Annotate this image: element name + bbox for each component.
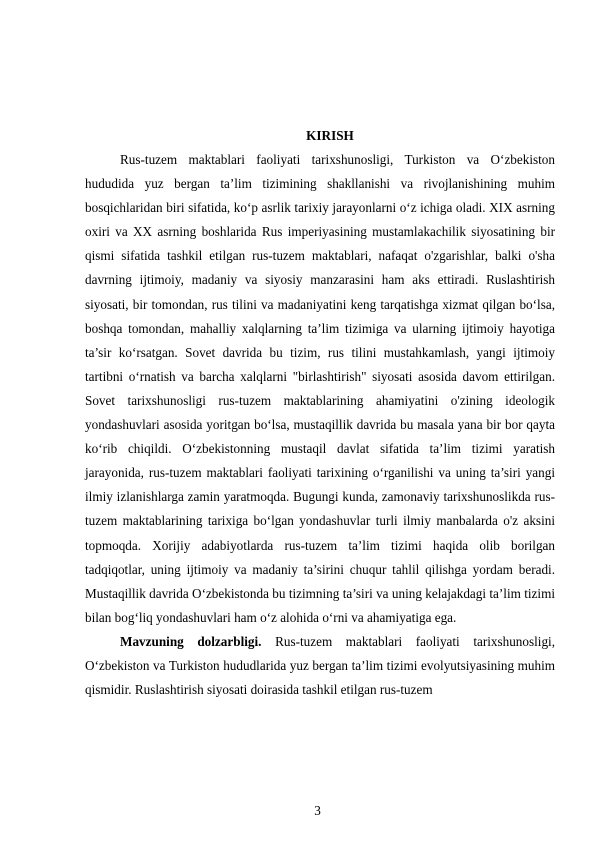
document-body	[85, 124, 555, 702]
relevance-lead: Mavzuning dolzarbligi.	[120, 633, 262, 649]
page-number: 3	[314, 803, 321, 818]
paragraph-introduction: Rus-tuzem maktablari faoliyati tarixshunosligi, Turkiston va O‘zbekiston hududida yuz bergan ta’lim tizimining shakllanishi va rivojlanishining muhim bosqichlaridan biri sifatida, ko‘p asrlik tarixiy jarayonlarni o‘z ichiga oladi. XIX asrning oxiri va XX asrning boshlarida Rus imperiyasining mustamlakachilik siyosatining bir qismi sifatida tashkil etilgan rus-tuzem maktablari, nafaqat o'zgarishlar, balki o'sha davrning ijtimoiy, madaniy va siyosiy manzarasini ham aks ettiradi. Ruslashtirish siyosati, bir tomondan, rus tilini va madaniyatini keng tarqatishga xizmat qilgan bo‘lsa, boshqa tomondan, mahalliy xalqlarning ta’lim tizimiga va ularning ijtimoiy hayotiga ta’sir ko‘rsatgan. Sovet davrida bu tizim, rus tilini mustahkamlash, yangi ijtimoiy tartibni o‘rnatish va barcha xalqlarni "birlashtirish" siyosati asosida davom ettirilgan. Sovet tarixshunosligi rus-tuzem maktablarining ahamiyatini o'zining ideologik yondashuvlari asosida yoritgan bo‘lsa, mustaqillik davrida bu masala yana bir bor qayta ko‘rib chiqildi. O‘zbekistonning mustaqil davlat sifatida ta’lim tizimi yaratish jarayonida, rus-tuzem maktablari faoliyati tarixining o‘rganilishi va uning ta’siri yangi ilmiy izlanishlarga zamin yaratmoqda. Bugungi kunda, zamonaviy tarixshunoslikda rus-tuzem maktablarining tarixiga bo‘lgan yondashuvlar turli ilmiy manbalarda o'z aksini topmoqda. Xorijiy adabiyotlarda rus-tuzem ta’lim tizimi haqida olib borilgan tadqiqotlar, uning ijtimoiy va madaniy ta’sirini chuqur tahlil qilishga yordam beradi. Mustaqillik davrida O‘zbekistonda bu tizimning ta’siri va uning kelajakdagi ta’lim tizimi bilan bog‘liq yondashuvlari ham o‘z alohida o‘rni va ahamiyatiga ega.	[85, 152, 555, 625]
paragraph-relevance	[85, 630, 555, 702]
section-heading: KIRISH	[306, 128, 354, 143]
relevance-text: Rus-tuzem maktablari faoliyati tarixshunosligi, O‘zbekiston va Turkiston hududlarida yuz bergan ta’lim tizimi evolyutsiyasining muhim qismidir. Ruslashtirish siyosati doirasida tashkil etilgan rus-tuzem	[85, 633, 556, 698]
